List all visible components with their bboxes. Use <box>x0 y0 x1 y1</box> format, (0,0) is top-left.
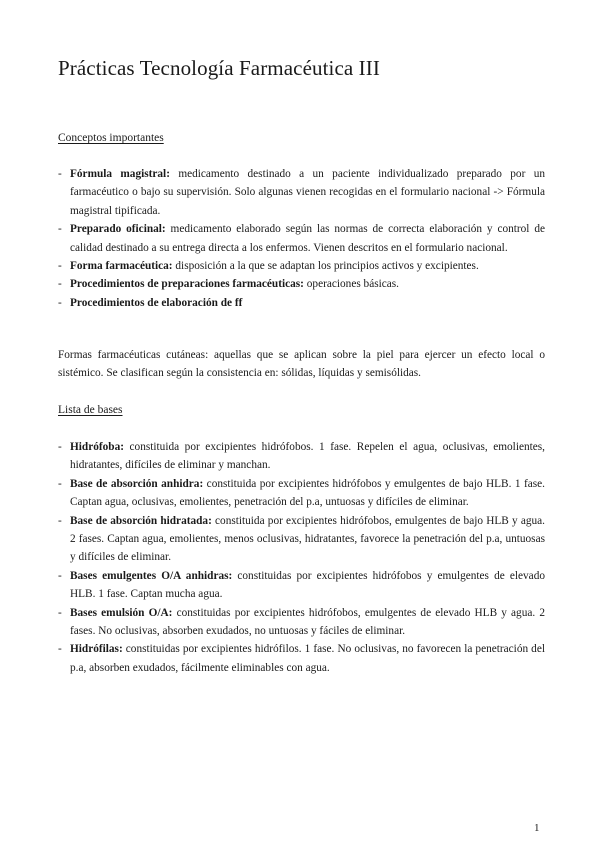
term-label: Procedimientos de preparaciones farmacéuticas: <box>70 278 304 291</box>
concepts-list <box>58 165 545 312</box>
dash-bullet: - <box>58 477 62 490</box>
term-definition: operaciones básicas. <box>303 278 399 291</box>
list-item <box>58 512 545 567</box>
dash-bullet: - <box>58 606 62 619</box>
term-label: Hidrófoba: <box>70 441 124 453</box>
dash-bullet: - <box>58 514 62 527</box>
dash-bullet: - <box>58 296 62 309</box>
list-item <box>58 257 545 275</box>
term-definition: medicamento elaborado según las normas de correcta elaboración y control de calidad destinado a su entrega directa a los enfermos. Vienen descritos en el formulario nacional. <box>70 223 545 254</box>
term-definition: constituida por excipientes hidrófobos y emulgentes de bajo HLB. 1 fase. Captan agua, oclusivas, emolientes, penetración del p.a, untuosas y difíciles de eliminar. <box>70 477 546 509</box>
term-label: Forma farmacéutica: <box>70 260 173 273</box>
list-item <box>58 294 545 312</box>
dash-bullet: - <box>58 569 62 582</box>
page-title: Prácticas Tecnología Farmacéutica III <box>58 56 380 80</box>
term-label: Base de absorción anhidra: <box>70 477 204 490</box>
dash-bullet: - <box>58 260 62 273</box>
dash-bullet: - <box>58 223 62 236</box>
term-definition: constituidas por excipientes hidrófobos, emulgentes de elevado HLB y agua. 2 fases. No oclusivas, absorben exudados, no untuosas y fáciles de eliminar. <box>70 606 545 638</box>
term-definition: constituidas por excipientes hidrófobos y emulgentes de elevado HLB. 1 fase. Captan mucha agua. <box>70 569 545 601</box>
list-item <box>58 567 545 604</box>
term-label: Bases emulsión O/A: <box>70 606 173 619</box>
list-item <box>58 438 545 475</box>
cutaneous-paragraph: Formas farmacéuticas cutáneas: aquellas que se aplican sobre la piel para ejercer un efecto local o sistémico. Se clasifican según la consistencia en: sólidas, líquidas y semisólidas. <box>58 349 545 380</box>
concepts-heading: Conceptos importantes <box>58 132 164 144</box>
term-definition: medicamento destinado a un paciente individualizado preparado por un farmacéutico o bajo su supervisión. Solo algunas vienen recogidas en el formulario nacional -> Fórmula magistral tipificada. <box>70 168 545 217</box>
bases-heading: Lista de bases <box>58 404 123 416</box>
dash-bullet: - <box>58 168 62 180</box>
term-definition: constituida por excipientes hidrófobos, emulgentes de bajo HLB y agua. 2 fases. Captan agua, emolientes, menos oclusivas, hidratantes, favorece la penetración del p.a, untuosas y difíciles de eliminar. <box>70 514 545 564</box>
dash-bullet: - <box>58 278 62 291</box>
term-definition: constituidas por excipientes hidrófilos. 1 fase. No oclusivas, no favorecen la penetración del p.a, absorben exudados, fácilmente eliminables con agua. <box>70 643 545 674</box>
term-label: Preparado oficinal: <box>70 223 166 236</box>
list-item <box>58 220 545 257</box>
term-definition: disposición a la que se adaptan los principios activos y excipientes. <box>172 260 479 273</box>
page-number: 1 <box>534 822 540 834</box>
list-item <box>58 275 545 293</box>
list-item <box>58 640 545 677</box>
dash-bullet: - <box>58 643 62 656</box>
term-definition: constituida por excipientes hidrófobos. 1 fase. Repelen el agua, oclusivas, emolientes, hidratantes, difíciles de eliminar y manchan. <box>70 441 545 472</box>
list-item <box>58 165 545 220</box>
list-item <box>58 604 545 641</box>
term-label: Fórmula magistral: <box>70 168 170 180</box>
term-label: Procedimientos de elaboración de ff <box>70 296 243 309</box>
term-label: Bases emulgentes O/A anhidras: <box>70 569 233 582</box>
list-item <box>58 475 545 512</box>
bases-list <box>58 438 545 677</box>
dash-bullet: - <box>58 441 62 453</box>
term-label: Hidrófilas: <box>70 643 123 656</box>
term-label: Base de absorción hidratada: <box>70 514 212 527</box>
